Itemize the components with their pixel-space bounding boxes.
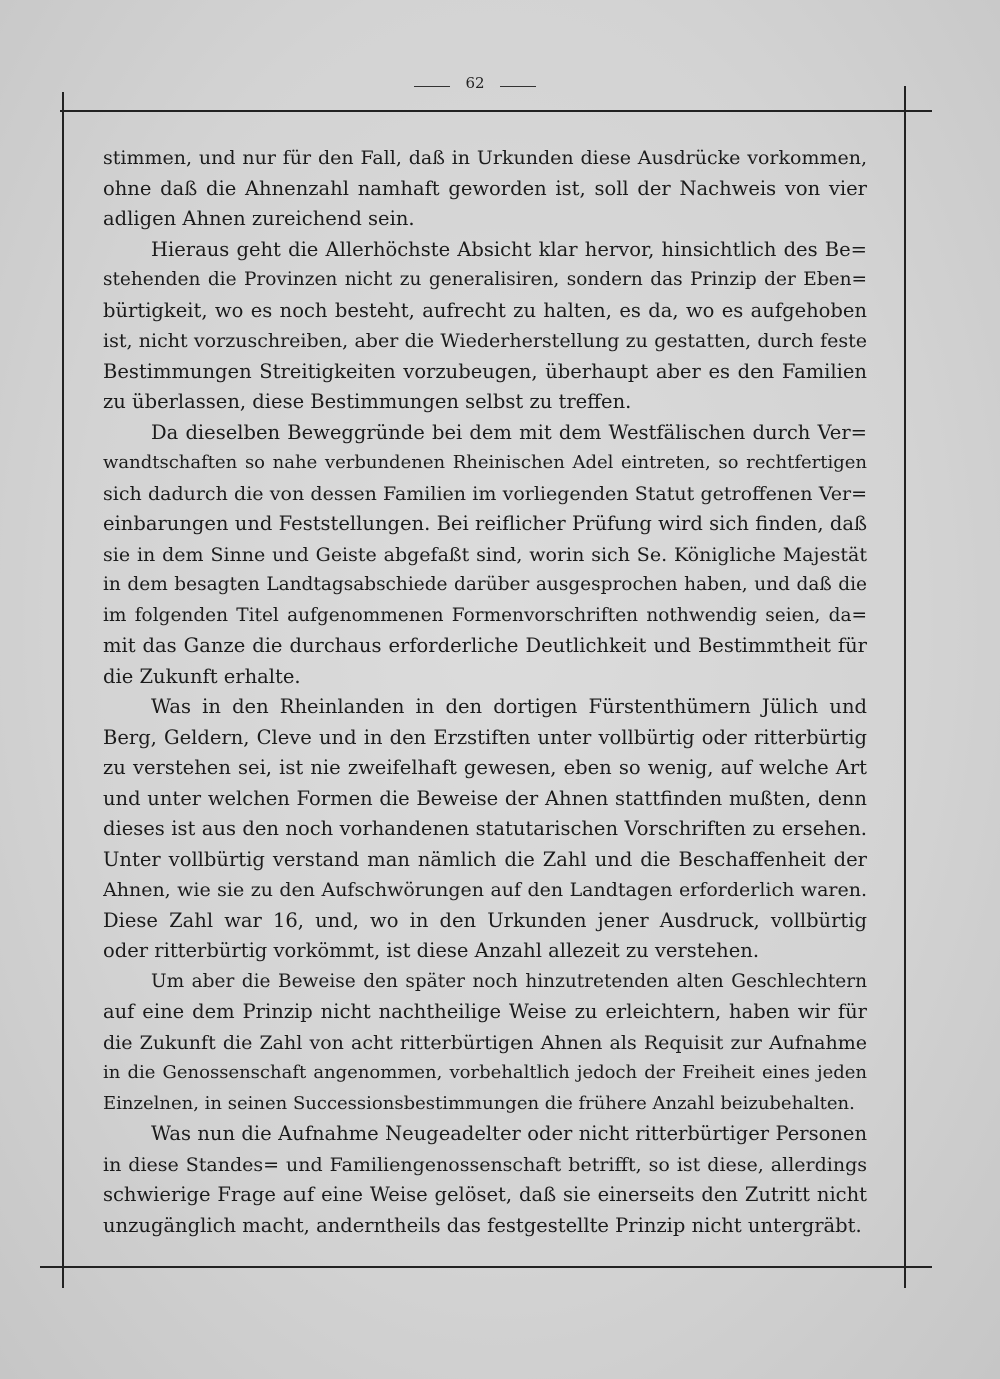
text-line: ist, nicht vorzuschreiben, aber die Wiederherstellung zu gestatten, durch feste — [103, 330, 867, 352]
text-line: mit das Ganze die durchaus erforderliche Deutlichkeit und Bestimmtheit für — [103, 634, 867, 657]
text-line: sich dadurch die von dessen Familien im vorliegenden Statut getroffenen Ver= — [103, 482, 867, 505]
page-number-dash-left — [414, 86, 450, 87]
text-line: Berg, Geldern, Cleve und in den Erzstiften unter vollbürtig oder ritterbürtig — [103, 725, 867, 749]
bottom-rule — [40, 1266, 932, 1268]
paragraph — [103, 967, 867, 1120]
text-line: unzugänglich macht, anderntheils das festgestellte Prinzip nicht untergräbt. — [103, 1213, 862, 1237]
paragraph — [103, 235, 867, 418]
right-rule — [904, 86, 906, 1288]
text-line: dieses ist aus den noch vorhandenen statutarischen Vorschriften zu ersehen. — [103, 817, 867, 840]
text-line: stimmen, und nur für den Fall, daß in Urkunden diese Ausdrücke vorkommen, — [103, 147, 867, 169]
text-line: oder ritterbürtig vorkömmt, ist diese Anzahl allezeit zu verstehen. — [103, 939, 760, 962]
text-line: bürtigkeit, wo es noch besteht, aufrecht zu halten, es da, wo es aufgehoben — [103, 298, 867, 322]
text-line: adligen Ahnen zureichend sein. — [103, 207, 415, 230]
text-line: zu überlassen, diese Bestimmungen selbst zu treffen. — [103, 390, 632, 413]
page-number-dash-right — [500, 86, 536, 87]
text-line: Ahnen, wie sie zu den Aufschwörungen auf den Landtagen erforderlich waren. — [103, 879, 867, 901]
text-line: stehenden die Provinzen nicht zu generalisiren, sondern das Prinzip der Eben= — [103, 269, 867, 290]
paragraph — [103, 692, 867, 967]
text-line: im folgenden Titel aufgenommenen Formenvorschriften nothwendig seien, da= — [103, 604, 867, 626]
body-text — [103, 143, 867, 1241]
text-line: Um aber die Beweise den später noch hinzutretenden alten Geschlechtern — [151, 970, 867, 992]
text-line: in diese Standes= und Familiengenossenschaft betrifft, so ist diese, allerdings — [103, 1153, 867, 1176]
text-line: Hieraus geht die Allerhöchste Absicht klar hervor, hinsichtlich des Be= — [151, 237, 867, 261]
text-line: die Zukunft die Zahl von acht ritterbürtigen Ahnen als Requisit zur Aufnahme — [103, 1031, 867, 1054]
text-line: Einzelnen, in seinen Successionsbestimmungen die frühere Anzahl beizubehalten. — [103, 1092, 855, 1114]
text-line: Was in den Rheinlanden in den dortigen Fürstenthümern Jülich und — [151, 695, 867, 718]
text-line: in dem besagten Landtagsabschiede darüber ausgesprochen haben, und daß die — [103, 574, 867, 595]
text-line: Da dieselben Beweggründe bei dem mit dem Westfälischen durch Ver= — [151, 420, 867, 444]
paragraph — [103, 418, 867, 693]
text-line: ohne daß die Ahnenzahl namhaft geworden ist, soll der Nachweis von vier — [103, 176, 867, 200]
text-line: zu verstehen sei, ist nie zweifelhaft gewesen, eben so wenig, auf welche Art — [103, 756, 867, 779]
text-line: Bestimmungen Streitigkeiten vorzubeugen, überhaupt aber es den Familien — [103, 359, 867, 383]
text-line: sie in dem Sinne und Geiste abgefaßt sind, worin sich Se. Königliche Majestät — [103, 543, 867, 566]
text-line: und unter welchen Formen die Beweise der Ahnen stattfinden mußten, denn — [103, 786, 867, 810]
text-line: wandtschaften so nahe verbundenen Rheinischen Adel eintreten, so rechtfertigen — [103, 452, 867, 473]
top-rule — [60, 110, 932, 112]
text-line: die Zukunft erhalte. — [103, 664, 301, 688]
page-number: 62 — [465, 74, 485, 92]
left-rule — [62, 92, 64, 1288]
text-line: Was nun die Aufnahme Neugeadelter oder nicht ritterbürtiger Personen — [151, 1122, 867, 1145]
text-line: auf eine dem Prinzip nicht nachtheilige Weise zu erleichtern, haben wir für — [103, 1000, 867, 1023]
text-line: in die Genossenschaft angenommen, vorbehaltlich jedoch der Freiheit eines jeden — [103, 1062, 867, 1083]
text-line: schwierige Frage auf eine Weise gelöset, daß sie einerseits den Zutritt nicht — [103, 1183, 867, 1206]
text-line: Diese Zahl war 16, und, wo in den Urkunden jener Ausdruck, vollbürtig — [103, 908, 867, 932]
text-line: einbarungen und Feststellungen. Bei reiflicher Prüfung wird sich finden, daß — [103, 512, 867, 535]
paragraph — [103, 143, 867, 235]
text-line: Unter vollbürtig verstand man nämlich die Zahl und die Beschaffenheit der — [103, 847, 867, 871]
paragraph — [103, 1119, 867, 1241]
